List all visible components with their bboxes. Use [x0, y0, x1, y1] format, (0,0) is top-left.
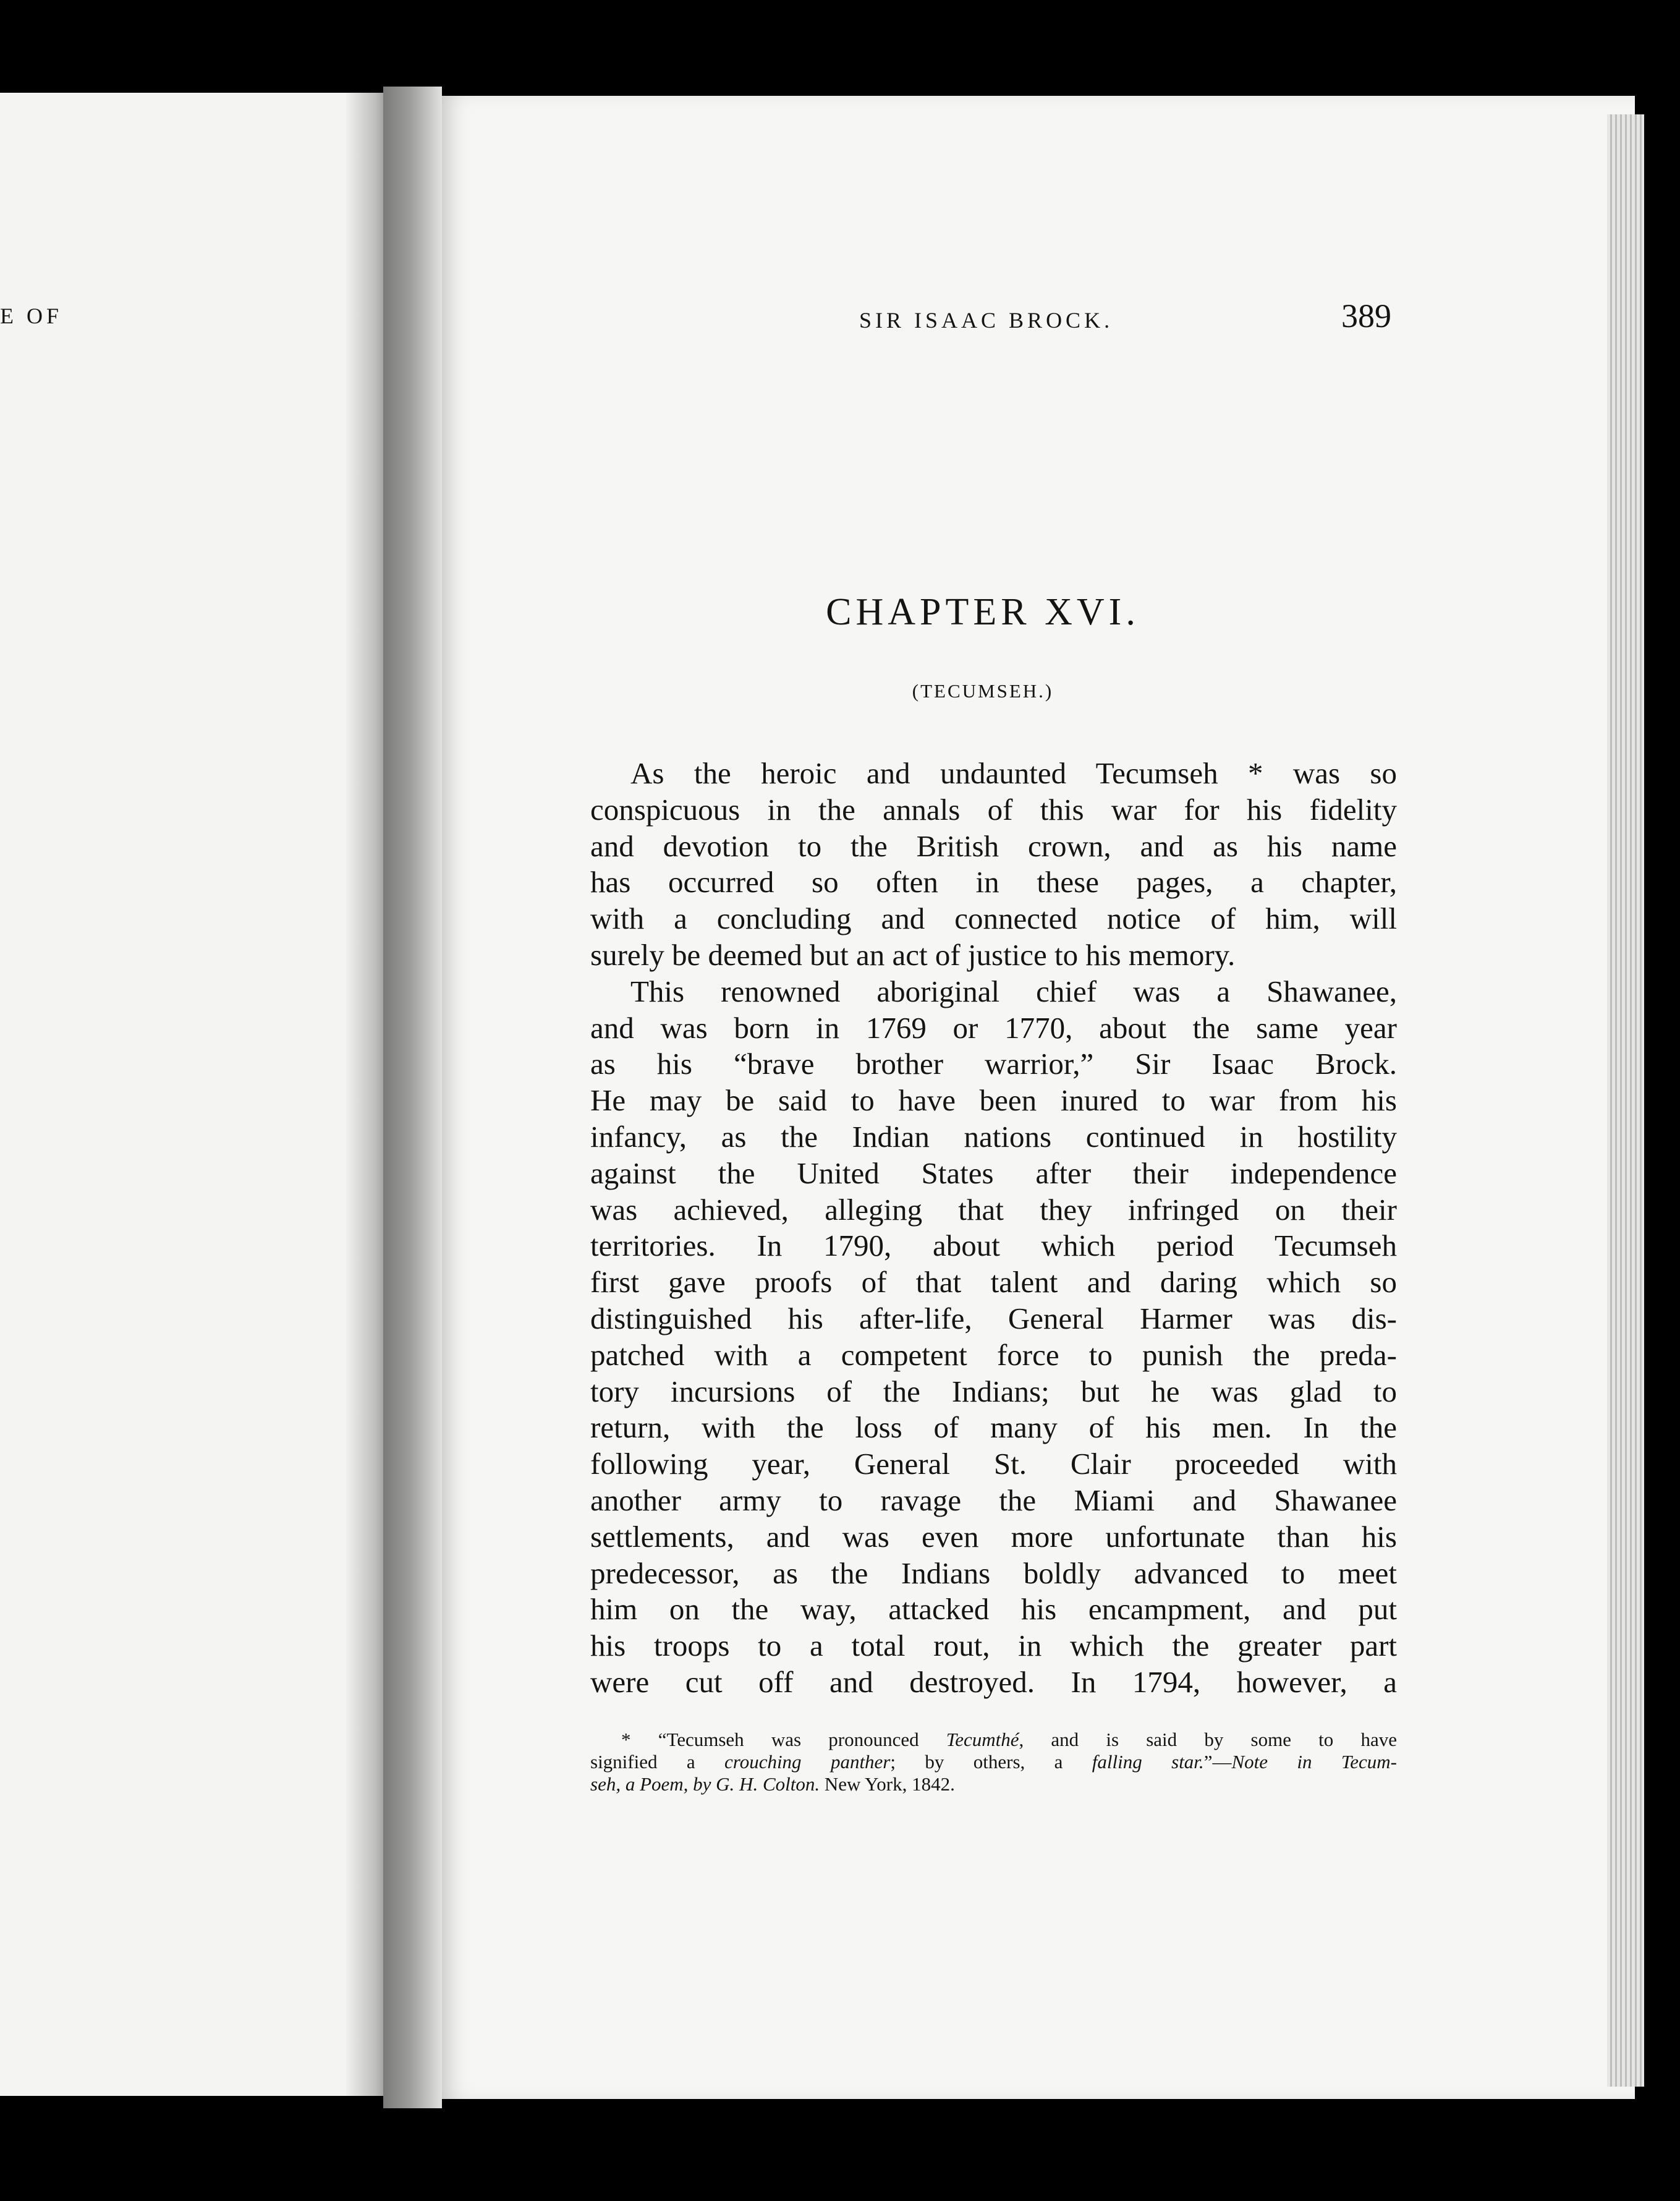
- book-spine: [383, 87, 442, 2108]
- left-running-head: E OF: [0, 304, 63, 328]
- text-line: his troops to a total rout, in which the greater part: [590, 1628, 1397, 1663]
- chapter-title: CHAPTER XVI.: [826, 591, 1140, 633]
- text-line: distinguished his after-life, General Harmer was dis-: [590, 1301, 1397, 1335]
- footnote-line: * “Tecumseh was pronounced Tecumthé, and is said by some to have: [621, 1729, 1397, 1750]
- text-line: were cut off and destroyed. In 1794, however, a: [590, 1664, 1397, 1699]
- text-line: him on the way, attacked his encampment, and put: [590, 1592, 1397, 1627]
- text-line: as his “brave brother warrior,” Sir Isaac Brock.: [590, 1047, 1397, 1081]
- page-number: 389: [1341, 297, 1391, 334]
- text-line: and was born in 1769 or 1770, about the same year: [590, 1010, 1397, 1045]
- chapter-subtitle: (TECUMSEH.): [912, 680, 1054, 702]
- footnote: [590, 1729, 1397, 1795]
- text-line: conspicuous in the annals of this war for his fidelity: [590, 792, 1397, 827]
- text-line: patched with a competent force to punish the preda-: [590, 1337, 1397, 1372]
- text-line: This renowned aboriginal chief was a Shawanee,: [630, 974, 1397, 1008]
- text-line: following year, General St. Clair proceeded with: [590, 1447, 1397, 1481]
- running-head: SIR ISAAC BROCK.: [859, 308, 1114, 333]
- page-edges: [1607, 114, 1644, 2087]
- text-line: with a concluding and connected notice of him, will: [590, 901, 1397, 936]
- text-line: was achieved, alleging that they infringed on their: [590, 1192, 1397, 1227]
- text-line: settlements, and was even more unfortunate than his: [590, 1519, 1397, 1554]
- text-line: another army to ravage the Miami and Shawanee: [590, 1483, 1397, 1517]
- text-line: has occurred so often in these pages, a chapter,: [590, 865, 1397, 900]
- text-line: As the heroic and undaunted Tecumseh * was so: [630, 756, 1397, 790]
- footnote-line: seh, a Poem, by G. H. Colton. New York, 1842.: [590, 1773, 955, 1795]
- chapter-body-text: [590, 756, 1397, 1701]
- text-line: return, with the loss of many of his men. In the: [590, 1410, 1397, 1445]
- text-line: predecessor, as the Indians boldly advanced to meet: [590, 1556, 1397, 1590]
- text-line: first gave proofs of that talent and daring which so: [590, 1265, 1397, 1300]
- text-line: tory incursions of the Indians; but he was glad to: [590, 1374, 1397, 1408]
- text-line: He may be said to have been inured to war from his: [590, 1083, 1397, 1118]
- text-line: territories. In 1790, about which period Tecumseh: [590, 1228, 1397, 1263]
- footnote-line: signified a crouching panther; by others, a falling star.”—Note in Tecum-: [590, 1751, 1397, 1773]
- text-line: and devotion to the British crown, and as his name: [590, 828, 1397, 863]
- text-line: surely be deemed but an act of justice to his memory.: [590, 937, 1236, 972]
- text-line: infancy, as the Indian nations continued in hostility: [590, 1119, 1397, 1154]
- text-line: against the United States after their independence: [590, 1156, 1397, 1190]
